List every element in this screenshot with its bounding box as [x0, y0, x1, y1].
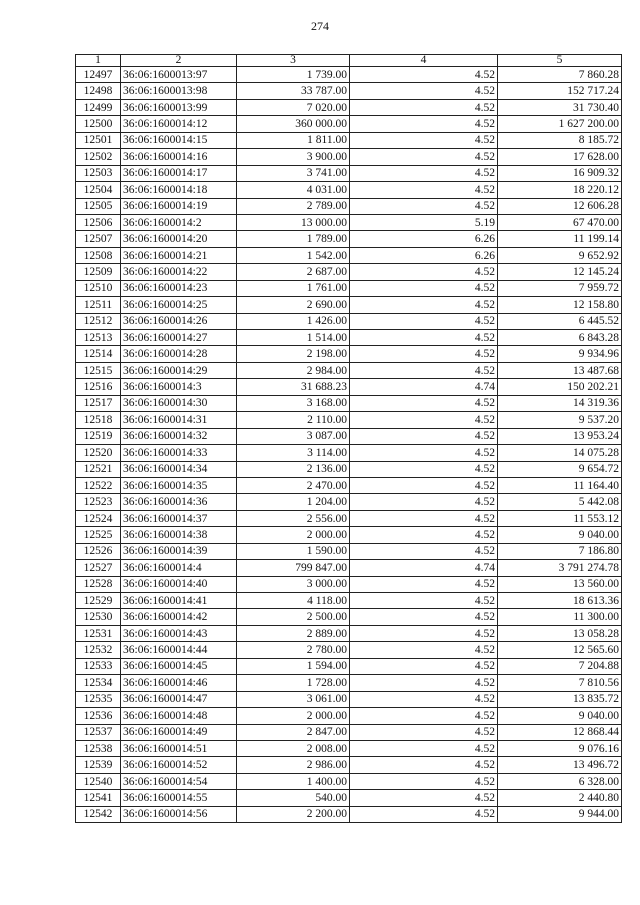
row-index-cell: 12505: [76, 198, 121, 214]
row-index-cell: 12530: [76, 609, 121, 625]
amount-cell: 9 076.16: [498, 740, 622, 756]
amount-cell: 1 627 200.00: [498, 116, 622, 132]
cadastral-number-cell: 36:06:1600014:41: [121, 593, 237, 609]
cadastral-number-cell: 36:06:1600014:40: [121, 576, 237, 592]
amount-cell: 6 843.28: [498, 330, 622, 346]
row-index-cell: 12538: [76, 740, 121, 756]
amount-cell: 12 158.80: [498, 297, 622, 313]
table-row: [76, 132, 622, 148]
table-row: [76, 708, 622, 724]
cadastral-number-cell: 36:06:1600014:34: [121, 461, 237, 477]
rate-cell: 4.52: [350, 740, 498, 756]
area-cell: 3 168.00: [237, 395, 350, 411]
rate-cell: 4.52: [350, 313, 498, 329]
rate-cell: 6.26: [350, 247, 498, 263]
amount-cell: 5 442.08: [498, 494, 622, 510]
area-cell: 1 590.00: [237, 543, 350, 559]
table-row: [76, 461, 622, 477]
area-cell: 3 900.00: [237, 149, 350, 165]
row-index-cell: 12527: [76, 560, 121, 576]
cadastral-number-cell: 36:06:1600014:43: [121, 625, 237, 641]
rate-cell: 5.19: [350, 214, 498, 230]
row-index-cell: 12503: [76, 165, 121, 181]
table-row: [76, 182, 622, 198]
table-row: [76, 330, 622, 346]
table-row: [76, 247, 622, 263]
area-cell: 2 500.00: [237, 609, 350, 625]
rate-cell: 4.52: [350, 412, 498, 428]
cadastral-number-cell: 36:06:1600014:48: [121, 708, 237, 724]
area-cell: 4 118.00: [237, 593, 350, 609]
row-index-cell: 12509: [76, 264, 121, 280]
rate-cell: 4.52: [350, 83, 498, 99]
table-row: [76, 609, 622, 625]
row-index-cell: 12534: [76, 675, 121, 691]
cadastral-number-cell: 36:06:1600014:4: [121, 560, 237, 576]
row-index-cell: 12520: [76, 445, 121, 461]
rate-cell: 4.52: [350, 724, 498, 740]
table-row: [76, 543, 622, 559]
row-index-cell: 12500: [76, 116, 121, 132]
area-cell: 2 198.00: [237, 346, 350, 362]
row-index-cell: 12511: [76, 297, 121, 313]
row-index-cell: 12519: [76, 428, 121, 444]
cadastral-number-cell: 36:06:1600014:17: [121, 165, 237, 181]
table-row: [76, 593, 622, 609]
rate-cell: 4.52: [350, 675, 498, 691]
table-row: [76, 576, 622, 592]
area-cell: 1 811.00: [237, 132, 350, 148]
area-cell: 1 728.00: [237, 675, 350, 691]
area-cell: 31 688.23: [237, 379, 350, 395]
row-index-cell: 12537: [76, 724, 121, 740]
area-cell: 7 020.00: [237, 99, 350, 115]
table-row: [76, 99, 622, 115]
area-cell: 2 687.00: [237, 264, 350, 280]
area-cell: 799 847.00: [237, 560, 350, 576]
table-row: [76, 691, 622, 707]
area-cell: 2 847.00: [237, 724, 350, 740]
area-cell: 2 200.00: [237, 806, 350, 822]
amount-cell: 11 300.00: [498, 609, 622, 625]
table-row: [76, 149, 622, 165]
amount-cell: 7 186.80: [498, 543, 622, 559]
table-row: [76, 740, 622, 756]
rate-cell: 4.52: [350, 593, 498, 609]
cadastral-number-cell: 36:06:1600014:19: [121, 198, 237, 214]
table-row: [76, 625, 622, 641]
amount-cell: 9 040.00: [498, 708, 622, 724]
amount-cell: 7 204.88: [498, 658, 622, 674]
table-row: [76, 412, 622, 428]
amount-cell: 9 652.92: [498, 247, 622, 263]
area-cell: 4 031.00: [237, 182, 350, 198]
row-index-cell: 12529: [76, 593, 121, 609]
area-cell: 2 889.00: [237, 625, 350, 641]
cadastral-number-cell: 36:06:1600014:51: [121, 740, 237, 756]
row-index-cell: 12539: [76, 757, 121, 773]
amount-cell: 6 328.00: [498, 773, 622, 789]
row-index-cell: 12515: [76, 362, 121, 378]
amount-cell: 14 075.28: [498, 445, 622, 461]
table-row: [76, 428, 622, 444]
cadastral-number-cell: 36:06:1600014:12: [121, 116, 237, 132]
amount-cell: 13 560.00: [498, 576, 622, 592]
area-cell: 1 514.00: [237, 330, 350, 346]
area-cell: 2 690.00: [237, 297, 350, 313]
cadastral-number-cell: 36:06:1600014:30: [121, 395, 237, 411]
rate-cell: 4.52: [350, 280, 498, 296]
row-index-cell: 12535: [76, 691, 121, 707]
cadastral-number-cell: 36:06:1600014:38: [121, 527, 237, 543]
amount-cell: 9 537.20: [498, 412, 622, 428]
area-cell: 2 789.00: [237, 198, 350, 214]
cadastral-number-cell: 36:06:1600014:27: [121, 330, 237, 346]
rate-cell: 6.26: [350, 231, 498, 247]
row-index-cell: 12533: [76, 658, 121, 674]
area-cell: 3 087.00: [237, 428, 350, 444]
rate-cell: 4.74: [350, 560, 498, 576]
rate-cell: 4.52: [350, 609, 498, 625]
cadastral-number-cell: 36:06:1600014:49: [121, 724, 237, 740]
cadastral-number-cell: 36:06:1600014:3: [121, 379, 237, 395]
column-header-3: 3: [237, 55, 350, 67]
table-row: [76, 198, 622, 214]
cadastral-number-cell: 36:06:1600014:18: [121, 182, 237, 198]
amount-cell: 12 606.28: [498, 198, 622, 214]
rate-cell: 4.52: [350, 773, 498, 789]
area-cell: 2 000.00: [237, 708, 350, 724]
rate-cell: 4.52: [350, 510, 498, 526]
amount-cell: 9 944.00: [498, 806, 622, 822]
amount-cell: 11 199.14: [498, 231, 622, 247]
area-cell: 3 061.00: [237, 691, 350, 707]
rate-cell: 4.52: [350, 806, 498, 822]
table-row: [76, 231, 622, 247]
column-header-1: 1: [76, 55, 121, 67]
row-index-cell: 12512: [76, 313, 121, 329]
area-cell: 2 470.00: [237, 477, 350, 493]
row-index-cell: 12504: [76, 182, 121, 198]
row-index-cell: 12540: [76, 773, 121, 789]
amount-cell: 18 613.36: [498, 593, 622, 609]
amount-cell: 7 959.72: [498, 280, 622, 296]
area-cell: 2 136.00: [237, 461, 350, 477]
column-header-4: 4: [350, 55, 498, 67]
rate-cell: 4.52: [350, 149, 498, 165]
row-index-cell: 12521: [76, 461, 121, 477]
rate-cell: 4.52: [350, 625, 498, 641]
table-row: [76, 790, 622, 806]
row-index-cell: 12502: [76, 149, 121, 165]
cadastral-number-cell: 36:06:1600014:47: [121, 691, 237, 707]
area-cell: 3 741.00: [237, 165, 350, 181]
row-index-cell: 12514: [76, 346, 121, 362]
area-cell: 33 787.00: [237, 83, 350, 99]
row-index-cell: 12510: [76, 280, 121, 296]
rate-cell: 4.52: [350, 445, 498, 461]
rate-cell: 4.52: [350, 477, 498, 493]
row-index-cell: 12517: [76, 395, 121, 411]
cadastral-number-cell: 36:06:1600014:42: [121, 609, 237, 625]
data-table: [75, 54, 622, 823]
row-index-cell: 12516: [76, 379, 121, 395]
cadastral-number-cell: 36:06:1600014:35: [121, 477, 237, 493]
row-index-cell: 12536: [76, 708, 121, 724]
rate-cell: 4.52: [350, 264, 498, 280]
table-row: [76, 658, 622, 674]
amount-cell: 6 445.52: [498, 313, 622, 329]
row-index-cell: 12523: [76, 494, 121, 510]
amount-cell: 8 185.72: [498, 132, 622, 148]
row-index-cell: 12507: [76, 231, 121, 247]
table-row: [76, 757, 622, 773]
amount-cell: 13 835.72: [498, 691, 622, 707]
amount-cell: 12 868.44: [498, 724, 622, 740]
rate-cell: 4.52: [350, 182, 498, 198]
table-row: [76, 477, 622, 493]
amount-cell: 9 934.96: [498, 346, 622, 362]
amount-cell: 9 654.72: [498, 461, 622, 477]
row-index-cell: 12525: [76, 527, 121, 543]
row-index-cell: 12531: [76, 625, 121, 641]
area-cell: 540.00: [237, 790, 350, 806]
amount-cell: 13 953.24: [498, 428, 622, 444]
rate-cell: 4.52: [350, 691, 498, 707]
amount-cell: 14 319.36: [498, 395, 622, 411]
cadastral-number-cell: 36:06:1600014:28: [121, 346, 237, 362]
table-header-row: [76, 55, 622, 67]
column-header-5: 5: [498, 55, 622, 67]
row-index-cell: 12522: [76, 477, 121, 493]
rate-cell: 4.52: [350, 494, 498, 510]
table-row: [76, 67, 622, 83]
row-index-cell: 12499: [76, 99, 121, 115]
rate-cell: 4.52: [350, 297, 498, 313]
amount-cell: 12 565.60: [498, 642, 622, 658]
cadastral-number-cell: 36:06:1600014:37: [121, 510, 237, 526]
rate-cell: 4.52: [350, 576, 498, 592]
row-index-cell: 12518: [76, 412, 121, 428]
rate-cell: 4.52: [350, 99, 498, 115]
rate-cell: 4.52: [350, 116, 498, 132]
area-cell: 2 008.00: [237, 740, 350, 756]
area-cell: 1 739.00: [237, 67, 350, 83]
rate-cell: 4.52: [350, 198, 498, 214]
area-cell: 2 000.00: [237, 527, 350, 543]
table-row: [76, 445, 622, 461]
amount-cell: 16 909.32: [498, 165, 622, 181]
cadastral-number-cell: 36:06:1600014:54: [121, 773, 237, 789]
table-row: [76, 510, 622, 526]
cadastral-number-cell: 36:06:1600014:32: [121, 428, 237, 444]
area-cell: 2 780.00: [237, 642, 350, 658]
rate-cell: 4.52: [350, 165, 498, 181]
rate-cell: 4.52: [350, 330, 498, 346]
rate-cell: 4.52: [350, 346, 498, 362]
cadastral-number-cell: 36:06:1600014:44: [121, 642, 237, 658]
rate-cell: 4.52: [350, 708, 498, 724]
amount-cell: 13 058.28: [498, 625, 622, 641]
cadastral-number-cell: 36:06:1600014:23: [121, 280, 237, 296]
area-cell: 1 542.00: [237, 247, 350, 263]
amount-cell: 11 164.40: [498, 477, 622, 493]
table-row: [76, 313, 622, 329]
area-cell: 2 986.00: [237, 757, 350, 773]
row-index-cell: 12498: [76, 83, 121, 99]
area-cell: 2 984.00: [237, 362, 350, 378]
table-row: [76, 362, 622, 378]
table-row: [76, 83, 622, 99]
table-row: [76, 773, 622, 789]
area-cell: 1 789.00: [237, 231, 350, 247]
amount-cell: 7 860.28: [498, 67, 622, 83]
row-index-cell: 12513: [76, 330, 121, 346]
row-index-cell: 12526: [76, 543, 121, 559]
rate-cell: 4.52: [350, 658, 498, 674]
table-row: [76, 280, 622, 296]
cadastral-number-cell: 36:06:1600014:36: [121, 494, 237, 510]
amount-cell: 13 487.68: [498, 362, 622, 378]
cadastral-number-cell: 36:06:1600014:31: [121, 412, 237, 428]
rate-cell: 4.52: [350, 757, 498, 773]
amount-cell: 31 730.40: [498, 99, 622, 115]
rate-cell: 4.52: [350, 132, 498, 148]
table-row: [76, 675, 622, 691]
rate-cell: 4.52: [350, 543, 498, 559]
amount-cell: 67 470.00: [498, 214, 622, 230]
rate-cell: 4.52: [350, 362, 498, 378]
cadastral-number-cell: 36:06:1600014:26: [121, 313, 237, 329]
amount-cell: 152 717.24: [498, 83, 622, 99]
area-cell: 3 114.00: [237, 445, 350, 461]
row-index-cell: 12542: [76, 806, 121, 822]
cadastral-number-cell: 36:06:1600014:2: [121, 214, 237, 230]
area-cell: 3 000.00: [237, 576, 350, 592]
cadastral-number-cell: 36:06:1600014:16: [121, 149, 237, 165]
area-cell: 1 400.00: [237, 773, 350, 789]
rate-cell: 4.52: [350, 395, 498, 411]
area-cell: 2 556.00: [237, 510, 350, 526]
row-index-cell: 12506: [76, 214, 121, 230]
amount-cell: 3 791 274.78: [498, 560, 622, 576]
rate-cell: 4.52: [350, 461, 498, 477]
cadastral-number-cell: 36:06:1600013:97: [121, 67, 237, 83]
cadastral-number-cell: 36:06:1600014:20: [121, 231, 237, 247]
table-body: [76, 67, 622, 823]
cadastral-number-cell: 36:06:1600014:21: [121, 247, 237, 263]
amount-cell: 9 040.00: [498, 527, 622, 543]
amount-cell: 12 145.24: [498, 264, 622, 280]
amount-cell: 11 553.12: [498, 510, 622, 526]
rate-cell: 4.74: [350, 379, 498, 395]
row-index-cell: 12532: [76, 642, 121, 658]
amount-cell: 13 496.72: [498, 757, 622, 773]
cadastral-number-cell: 36:06:1600014:39: [121, 543, 237, 559]
area-cell: 13 000.00: [237, 214, 350, 230]
cadastral-number-cell: 36:06:1600014:29: [121, 362, 237, 378]
area-cell: 2 110.00: [237, 412, 350, 428]
column-header-2: 2: [121, 55, 237, 67]
row-index-cell: 12501: [76, 132, 121, 148]
amount-cell: 150 202.21: [498, 379, 622, 395]
row-index-cell: 12528: [76, 576, 121, 592]
table-row: [76, 379, 622, 395]
area-cell: 360 000.00: [237, 116, 350, 132]
table-row: [76, 560, 622, 576]
amount-cell: 2 440.80: [498, 790, 622, 806]
row-index-cell: 12508: [76, 247, 121, 263]
cadastral-number-cell: 36:06:1600014:55: [121, 790, 237, 806]
rate-cell: 4.52: [350, 790, 498, 806]
table-row: [76, 527, 622, 543]
table-row: [76, 806, 622, 822]
row-index-cell: 12541: [76, 790, 121, 806]
area-cell: 1 594.00: [237, 658, 350, 674]
amount-cell: 17 628.00: [498, 149, 622, 165]
table-row: [76, 346, 622, 362]
table-row: [76, 165, 622, 181]
cadastral-number-cell: 36:06:1600014:22: [121, 264, 237, 280]
cadastral-number-cell: 36:06:1600014:46: [121, 675, 237, 691]
cadastral-number-cell: 36:06:1600014:15: [121, 132, 237, 148]
cadastral-number-cell: 36:06:1600014:56: [121, 806, 237, 822]
cadastral-number-cell: 36:06:1600013:98: [121, 83, 237, 99]
table-row: [76, 116, 622, 132]
cadastral-number-cell: 36:06:1600014:33: [121, 445, 237, 461]
amount-cell: 7 810.56: [498, 675, 622, 691]
area-cell: 1 204.00: [237, 494, 350, 510]
row-index-cell: 12524: [76, 510, 121, 526]
table-row: [76, 214, 622, 230]
table-row: [76, 264, 622, 280]
area-cell: 1 761.00: [237, 280, 350, 296]
table-row: [76, 724, 622, 740]
row-index-cell: 12497: [76, 67, 121, 83]
amount-cell: 18 220.12: [498, 182, 622, 198]
rate-cell: 4.52: [350, 527, 498, 543]
table-row: [76, 395, 622, 411]
area-cell: 1 426.00: [237, 313, 350, 329]
cadastral-number-cell: 36:06:1600014:45: [121, 658, 237, 674]
cadastral-number-cell: 36:06:1600013:99: [121, 99, 237, 115]
rate-cell: 4.52: [350, 428, 498, 444]
rate-cell: 4.52: [350, 642, 498, 658]
table-row: [76, 642, 622, 658]
page-number: 274: [311, 19, 329, 33]
rate-cell: 4.52: [350, 67, 498, 83]
cadastral-number-cell: 36:06:1600014:25: [121, 297, 237, 313]
table-row: [76, 297, 622, 313]
table-row: [76, 494, 622, 510]
cadastral-number-cell: 36:06:1600014:52: [121, 757, 237, 773]
